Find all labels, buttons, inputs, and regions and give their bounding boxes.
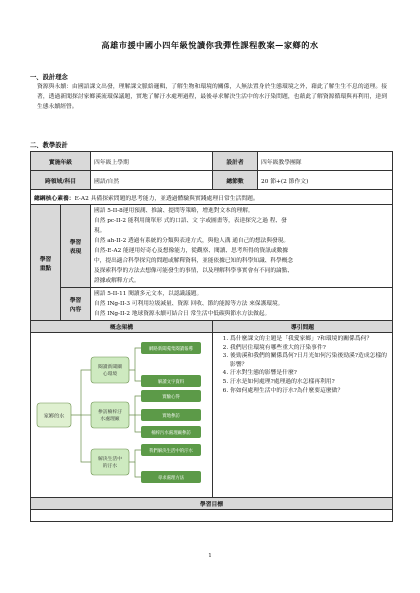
grade-label: 實施年級 xyxy=(31,152,91,171)
concept-node-solve xyxy=(91,449,129,475)
concept-leaf-label: 解讀文字資料 xyxy=(157,380,185,385)
concept-map xyxy=(31,333,213,495)
concept-map-root xyxy=(37,403,71,427)
grade-value: 四年級上學期 xyxy=(91,152,213,171)
concept-map-cell xyxy=(31,333,213,498)
learning-focus-label: 學習 重點 xyxy=(31,205,61,321)
performance-line: 國語 5-II-8運用預測、推論、提問等策略，增進對文本的理解。 xyxy=(94,208,254,214)
guiding-questions-header: 導引問題 xyxy=(213,321,393,333)
concept-leaf-label: 我們解決生活中的汙水 xyxy=(149,449,193,454)
svg-text:的汙水: 的汙水 xyxy=(102,464,118,469)
section-heading-design-idea: 一、設計理念 xyxy=(30,74,68,81)
core-competency-value: E-A2 具備探索問題的思考能力，並透過體驗與實踐處理日常生活問題。 xyxy=(74,195,259,202)
guiding-question: 3. 後勁溪和我們的關係爲何?日月光如何污染後勁溪?造成怎樣的影響？ xyxy=(230,352,389,369)
svg-text:解決生活中: 解決生活中 xyxy=(98,457,122,462)
guiding-question: 4. 汙水對生態的影響是什麼? xyxy=(230,369,389,378)
guiding-question: 1. 爲什麼課文的主題是「我愛家鄉」?和環境的關係爲何？ xyxy=(230,335,389,344)
performance-line: 自然 pc-II-2 能利用簡單形 式的口語、文 字或圖畫等，表達探究之過 程、發 xyxy=(94,218,287,224)
learning-content-cell xyxy=(91,288,393,321)
core-competency-row xyxy=(31,190,393,205)
guiding-questions-list xyxy=(216,335,389,395)
content-line: 國語 5-II-11 閱讀多元文本，以認識議題。 xyxy=(94,291,203,297)
content-line: 自然 INg-II-3 可利用垃圾減量、資源 回收、節約能源等方法 來保護環境。 xyxy=(94,301,284,307)
content-line: 自然 INg-II-2 地球資源永續可結合日 常生活中低碳與節水方法做起。 xyxy=(94,311,271,317)
core-competency-label: 總綱核心素養： xyxy=(34,195,75,202)
concept-node-news xyxy=(91,357,129,383)
learning-goals-cell xyxy=(31,510,393,522)
guiding-question: 2. 我們居住環境有哪些重大的汙染事件? xyxy=(230,344,389,353)
svg-text:閱讀新聞關: 閱讀新聞關 xyxy=(98,365,122,370)
periods-value: 20 節+(2 節作文) xyxy=(258,171,393,190)
learning-content-label: 學習 內容 xyxy=(61,288,91,321)
svg-text:家鄉的水: 家鄉的水 xyxy=(43,413,65,420)
design-idea-paragraph: 資源與永續：由國語課文出發，理解課文脈絡邏輯，了解生物和環境的關係，人無法置身於生態環境之外，藉此了解生生不息的道理。接著，透過新聞探討家鄉溪流環保議題，實地了解汙水處理過程，最後尋求解決生活中的水汙染問題，也藉此了解資源循環與再利用，達到生態永續經營。 xyxy=(37,84,387,110)
performance-line: 自然 ah-II-2 透過有系統的分類與表達方式，與他人溝 通自己的想法與發現。 xyxy=(94,238,290,244)
svg-text:參訪楠梓汙: 參訪楠梓汙 xyxy=(98,410,122,415)
page-number: 1 xyxy=(208,553,212,559)
svg-text:水處理廠: 水處理廠 xyxy=(100,417,120,422)
svg-text:心環境: 心環境 xyxy=(102,372,118,377)
guiding-question: 6. 你如何處理生活中的汙水?為什麼要這麼做？ xyxy=(230,387,389,396)
domain-value: 國語/自然 xyxy=(91,171,213,190)
guiding-questions-cell xyxy=(213,333,393,498)
document-title: 高雄市援中國小四年級悅讀你我彈性課程教案—家鄉的水 xyxy=(101,40,319,50)
concept-map-header: 概念架構 xyxy=(31,321,213,333)
learning-goals-header: 學習目標 xyxy=(31,498,393,510)
concept-leaf-label: 尋求處理方法 xyxy=(157,476,185,481)
section-heading-teaching-design: 二、教學設計 xyxy=(30,142,68,149)
periods-label: 總節數 xyxy=(213,171,258,190)
concept-leaf-label: 網路新聞蒐集閱讀報導 xyxy=(149,347,193,352)
performance-line: 自然-E-A2 能運用好奇心及想像能力，從觀察、閱讀、思考所得的資訊或數據 xyxy=(94,248,288,254)
domain-label: 跨領域/科目 xyxy=(31,171,91,190)
performance-line: 證據或解釋方式。 xyxy=(94,278,140,284)
concept-node-visit xyxy=(91,402,129,428)
designer-value: 四年級教學團隊 xyxy=(258,152,393,171)
lesson-plan-table xyxy=(30,151,393,522)
concept-leaf-label: 實驗心得 xyxy=(162,395,180,400)
performance-line: 現。 xyxy=(94,228,106,234)
learning-performance-cell xyxy=(91,205,393,288)
guiding-question: 5. 汙水是如何處理?處理過的水怎樣再利用? xyxy=(230,378,389,387)
performance-line: 中，提出適合科學探究的問題或解釋資料，並能依據已知的科學知識、科學概念 xyxy=(94,258,294,264)
designer-label: 設計者 xyxy=(213,152,258,171)
concept-leaf-label: 實地參訪 xyxy=(162,414,180,419)
concept-leaf-label: 楠梓污水處理廠參訪 xyxy=(151,431,191,436)
learning-performance-label: 學習 表現 xyxy=(61,205,91,288)
performance-line: 及探索科學的方法去想像可能發生的事情，以及理解科學事實會有不同的論點、 xyxy=(94,268,294,274)
